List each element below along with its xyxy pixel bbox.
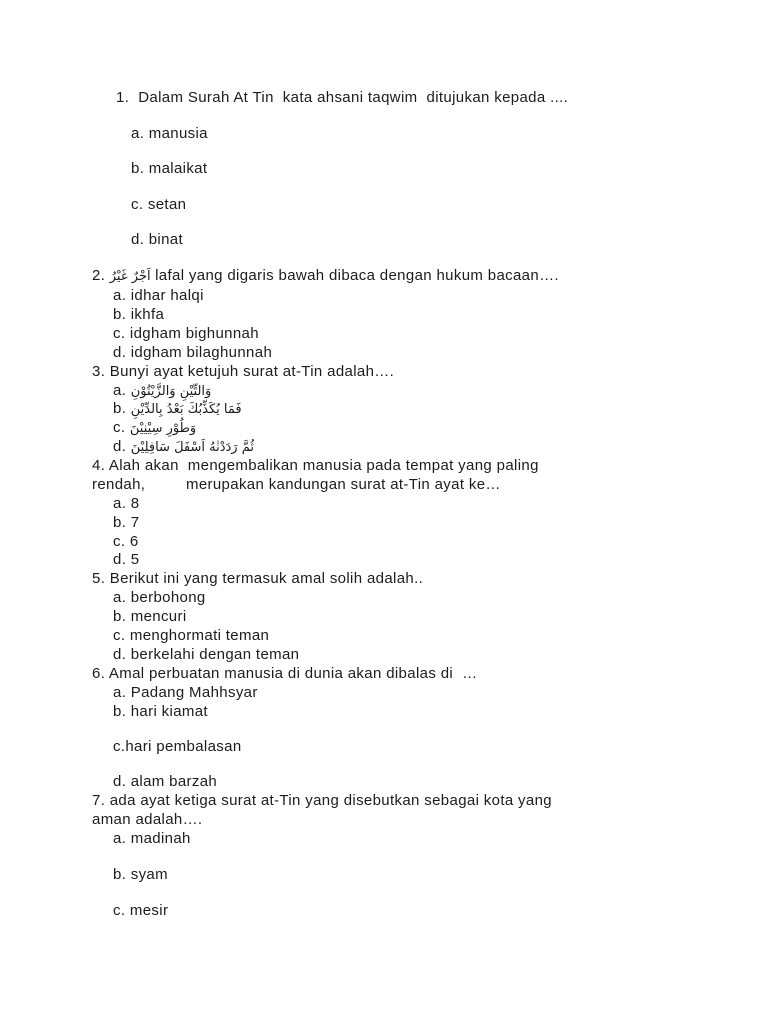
q1-option-d: d. binat xyxy=(131,231,184,248)
question-4-line-1: 4. Alah akan mengembalikan manusia pada tempat yang paling xyxy=(92,457,539,474)
q2-option-b: b. ikhfa xyxy=(113,306,165,323)
q4-option-d: d. 5 xyxy=(113,551,140,568)
question-2 xyxy=(92,266,559,286)
q5-option-d: d. berkelahi dengan teman xyxy=(113,646,300,663)
q4-option-a: a. 8 xyxy=(113,495,140,512)
question-7-line-1: 7. ada ayat ketiga surat at-Tin yang disebutkan sebagai kota yang xyxy=(92,792,552,809)
question-6: 6. Amal perbuatan manusia di dunia akan dibalas di … xyxy=(92,665,478,682)
q2-arabic-phrase: اَجْرٌ غَيْرُ xyxy=(109,269,151,284)
question-4-line-2: rendah, merupakan kandungan surat at-Tin ayat ke… xyxy=(92,476,501,493)
question-3: 3. Bunyi ayat ketujuh surat at-Tin adalah…. xyxy=(92,363,395,380)
q6-option-b: b. hari kiamat xyxy=(113,703,208,720)
q1-option-b: b. malaikat xyxy=(131,160,208,177)
q2-number: 2. xyxy=(92,267,106,284)
q1-option-a: a. manusia xyxy=(131,125,208,142)
q4-option-c: c. 6 xyxy=(113,533,139,550)
q7-option-b: b. syam xyxy=(113,866,168,883)
q2-question-text: lafal yang digaris bawah dibaca dengan hukum bacaan…. xyxy=(150,267,559,284)
q3-option-d: d. ثُمَّ رَدَدْنٰهُ اَسْفَلَ سَافِلِيْنَ xyxy=(113,438,254,455)
q5-option-b: b. mencuri xyxy=(113,608,187,625)
q2-option-c: c. idgham bighunnah xyxy=(113,325,259,342)
q7-option-c: c. mesir xyxy=(113,902,169,919)
q5-option-a: a. berbohong xyxy=(113,589,206,606)
q7-option-a: a. madinah xyxy=(113,830,191,847)
q3-option-c-arabic: وَطُوْرِ سِيْنِيْنَ xyxy=(129,421,197,436)
q3-option-a-arabic: وَالتِّيْنِ وَالزَّيْتُوْنِ xyxy=(130,384,212,399)
q3-option-b: b. فَمَا يُكَذِّبُكَ بَعْدُ بِالدِّيْنِ xyxy=(113,400,242,417)
q2-option-d: d. idgham bilaghunnah xyxy=(113,344,273,361)
question-5: 5. Berikut ini yang termasuk amal solih adalah.. xyxy=(92,570,424,587)
q6-option-d: d. alam barzah xyxy=(113,773,218,790)
q5-option-c: c. menghormati teman xyxy=(113,627,270,644)
q1-option-c: c. setan xyxy=(131,196,187,213)
q3-option-b-arabic: فَمَا يُكَذِّبُكَ بَعْدُ بِالدِّيْنِ xyxy=(130,402,242,417)
question-7-line-2: aman adalah…. xyxy=(92,811,203,828)
q4-option-b: b. 7 xyxy=(113,514,140,531)
q6-option-c: c.hari pembalasan xyxy=(113,738,242,755)
question-1: 1. Dalam Surah At Tin kata ahsani taqwim ditujukan kepada .... xyxy=(116,89,569,106)
q3-option-c: c. وَطُوْرِ سِيْنِيْنَ xyxy=(113,419,197,436)
q6-option-a: a. Padang Mahhsyar xyxy=(113,684,258,701)
q2-option-a: a. idhar halqi xyxy=(113,287,204,304)
q3-option-a: a. وَالتِّيْنِ وَالزَّيْتُوْنِ xyxy=(113,382,212,399)
q3-option-d-arabic: ثُمَّ رَدَدْنٰهُ اَسْفَلَ سَافِلِيْنَ xyxy=(130,440,254,455)
